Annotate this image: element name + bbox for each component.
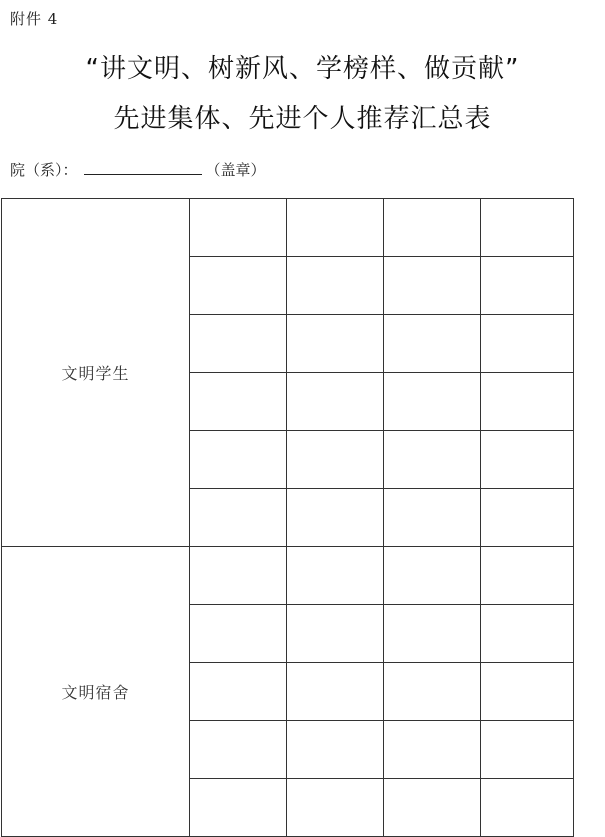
department-input-line[interactable] (84, 158, 202, 175)
table-cell[interactable] (190, 547, 287, 605)
stamp-note: （盖章） (205, 161, 266, 179)
category-label: 文明宿舍 (2, 547, 190, 837)
table-cell[interactable] (287, 199, 384, 257)
table-cell[interactable] (190, 431, 287, 489)
document-title-line1: “讲文明、树新风、学榜样、做贡献” (85, 54, 520, 84)
table-cell[interactable] (481, 721, 574, 779)
table-cell[interactable] (481, 257, 574, 315)
table-cell[interactable] (481, 373, 574, 431)
table-cell[interactable] (384, 605, 481, 663)
table-row (2, 199, 574, 257)
department-row (10, 158, 266, 180)
table-cell[interactable] (190, 315, 287, 373)
table-cell[interactable] (481, 199, 574, 257)
table-cell[interactable] (190, 257, 287, 315)
summary-table (1, 198, 574, 837)
department-label: 院（系）： (10, 161, 78, 179)
table-cell[interactable] (190, 199, 287, 257)
table-cell[interactable] (287, 257, 384, 315)
table-cell[interactable] (384, 199, 481, 257)
table-cell[interactable] (287, 431, 384, 489)
table-cell[interactable] (287, 547, 384, 605)
table-cell[interactable] (384, 257, 481, 315)
summary-table-body (2, 199, 574, 837)
table-cell[interactable] (190, 663, 287, 721)
table-cell[interactable] (287, 779, 384, 837)
table-cell[interactable] (190, 373, 287, 431)
table-row (2, 547, 574, 605)
table-cell[interactable] (481, 663, 574, 721)
table-cell[interactable] (384, 663, 481, 721)
table-cell[interactable] (287, 315, 384, 373)
table-cell[interactable] (287, 373, 384, 431)
table-cell[interactable] (384, 431, 481, 489)
table-cell[interactable] (287, 489, 384, 547)
table-cell[interactable] (481, 547, 574, 605)
document-title-line2: 先进集体、先进个人推荐汇总表 (113, 104, 492, 134)
table-cell[interactable] (481, 489, 574, 547)
table-cell[interactable] (384, 547, 481, 605)
table-cell[interactable] (384, 779, 481, 837)
table-cell[interactable] (287, 721, 384, 779)
category-label: 文明学生 (2, 199, 190, 547)
table-cell[interactable] (384, 373, 481, 431)
table-cell[interactable] (287, 605, 384, 663)
table-cell[interactable] (384, 489, 481, 547)
table-cell[interactable] (190, 779, 287, 837)
table-cell[interactable] (481, 315, 574, 373)
table-cell[interactable] (384, 315, 481, 373)
attachment-label: 附件 4 (10, 10, 59, 28)
table-cell[interactable] (481, 605, 574, 663)
table-cell[interactable] (481, 779, 574, 837)
table-cell[interactable] (384, 721, 481, 779)
table-cell[interactable] (287, 663, 384, 721)
table-cell[interactable] (190, 721, 287, 779)
table-cell[interactable] (190, 605, 287, 663)
table-cell[interactable] (481, 431, 574, 489)
table-cell[interactable] (190, 489, 287, 547)
